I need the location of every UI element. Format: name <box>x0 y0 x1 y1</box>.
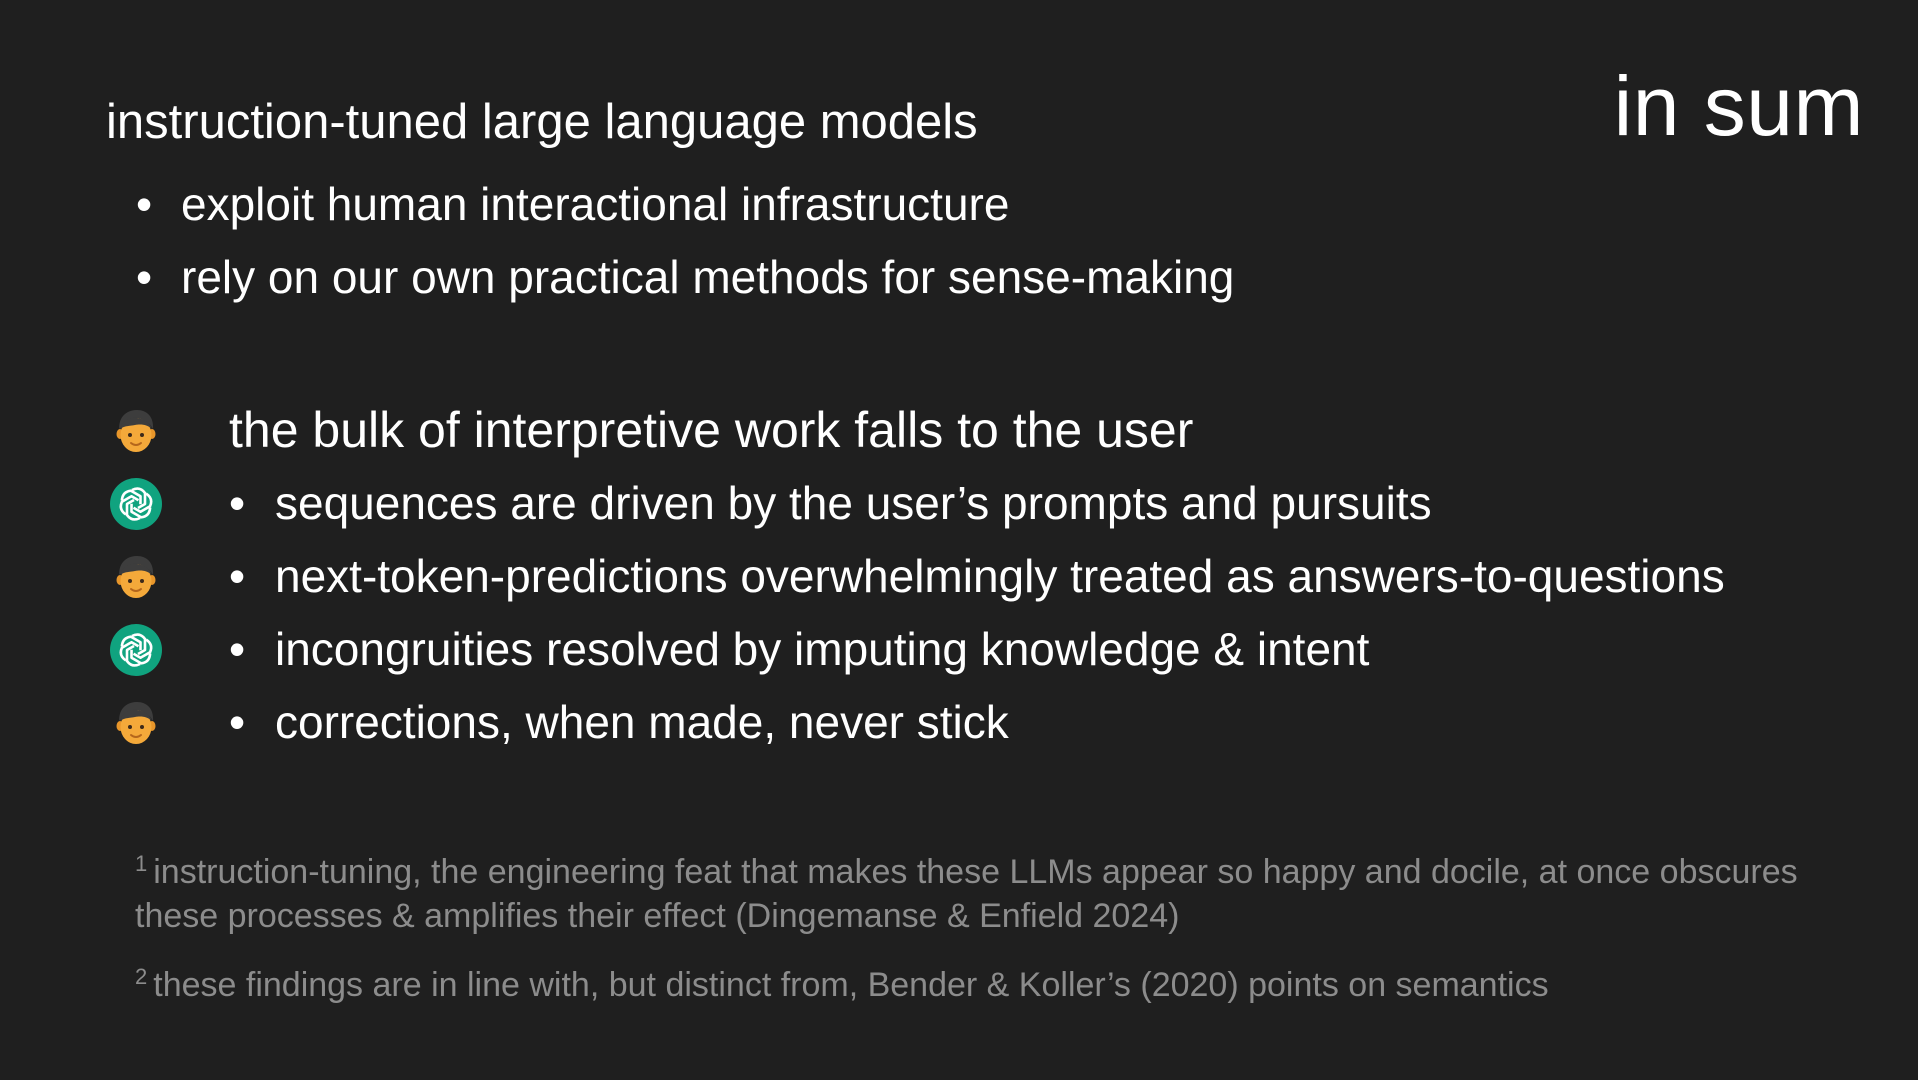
section-heading: instruction-tuned large language models <box>106 95 978 149</box>
bullet-item: • exploit human interactional infrastructure <box>136 168 1234 241</box>
persona-row <box>110 394 1878 467</box>
persona-row <box>110 686 1878 759</box>
chatgpt-logo-icon <box>110 478 162 530</box>
footnotes <box>135 842 1855 1007</box>
footnote-text: instruction-tuning, the engineering feat that makes these LLMs appear so happy and docile, at once obscures these processes & amplifies their effect (Dingemanse & Enfield 2024) <box>135 853 1798 935</box>
footnote-mark: 1 <box>135 851 148 876</box>
footnote <box>135 842 1855 938</box>
chatgpt-logo-icon <box>110 624 162 676</box>
footnote-text: these findings are in line with, but distinct from, Bender & Koller’s (2020) points on semantics <box>153 966 1549 1004</box>
persona-row <box>110 467 1878 540</box>
persona-row-text: • sequences are driven by the user’s prompts and pursuits <box>229 467 1432 540</box>
persona-list <box>110 394 1878 759</box>
footnote <box>135 955 1855 1007</box>
persona-row <box>110 613 1878 686</box>
persona-row-text: • corrections, when made, never stick <box>229 686 1009 759</box>
human-face-icon <box>110 405 162 457</box>
persona-row-text: the bulk of interpretive work falls to the user <box>229 402 1194 458</box>
persona-row <box>110 540 1878 613</box>
top-bullet-list <box>136 168 1234 314</box>
slide-title: in sum <box>1613 59 1864 153</box>
human-face-icon <box>110 697 162 749</box>
footnote-mark: 2 <box>135 964 148 989</box>
bullet-item: • rely on our own practical methods for sense-making <box>136 241 1234 314</box>
persona-row-text: • incongruities resolved by imputing knowledge & intent <box>229 613 1369 686</box>
human-face-icon <box>110 551 162 603</box>
persona-row-text: • next-token-predictions overwhelmingly treated as answers-to-questions <box>229 540 1725 613</box>
